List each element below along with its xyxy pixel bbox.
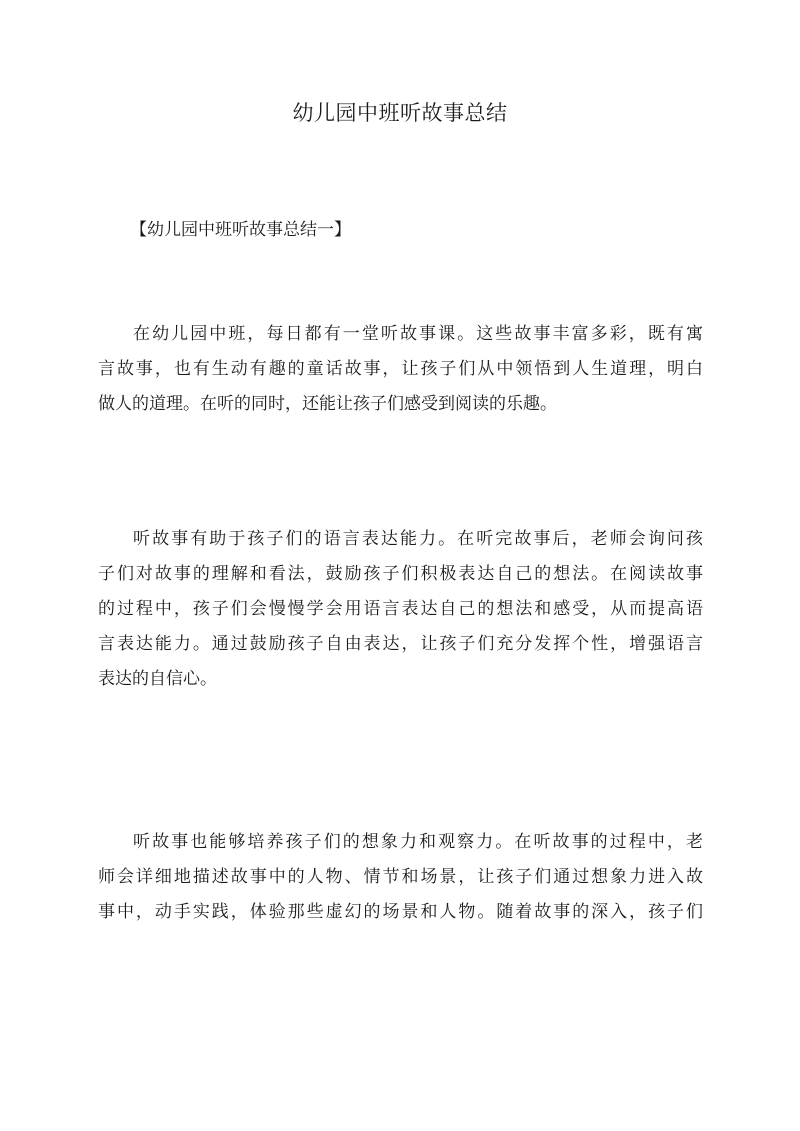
paragraph-line: 言表达能力。通过鼓励孩子自由表达，让孩子们充分发挥个性，增强语言 <box>98 634 703 654</box>
paragraph-1 <box>98 317 703 422</box>
paragraph-2 <box>98 522 703 697</box>
paragraph-3 <box>98 825 703 930</box>
paragraph-line: 子们对故事的理解和看法，鼓励孩子们积极表达自己的想法。在阅读故事 <box>98 564 703 584</box>
section-heading: 【幼儿园中班听故事总结一】 <box>130 220 351 240</box>
paragraph-line: 的过程中，孩子们会慢慢学会用语言表达自己的想法和感受，从而提高语 <box>98 599 703 619</box>
paragraph-line: 师会详细地描述故事中的人物、情节和场景，让孩子们通过想象力进入故 <box>98 867 703 887</box>
paragraph-line: 在幼儿园中班，每日都有一堂听故事课。这些故事丰富多彩，既有寓 <box>133 324 703 344</box>
paragraph-line: 听故事也能够培养孩子们的想象力和观察力。在听故事的过程中，老 <box>133 832 703 852</box>
paragraph-line: 事中，动手实践，体验那些虚幻的场景和人物。随着故事的深入，孩子们 <box>98 902 703 922</box>
document-title: 幼儿园中班听故事总结 <box>292 101 508 125</box>
paragraph-line: 做人的道理。在听的同时，还能让孩子们感受到阅读的乐趣。 <box>98 394 557 414</box>
paragraph-line: 言故事，也有生动有趣的童话故事，让孩子们从中领悟到人生道理，明白 <box>98 359 703 379</box>
paragraph-line: 表达的自信心。 <box>98 669 217 689</box>
paragraph-line: 听故事有助于孩子们的语言表达能力。在听完故事后，老师会询问孩 <box>133 529 703 549</box>
